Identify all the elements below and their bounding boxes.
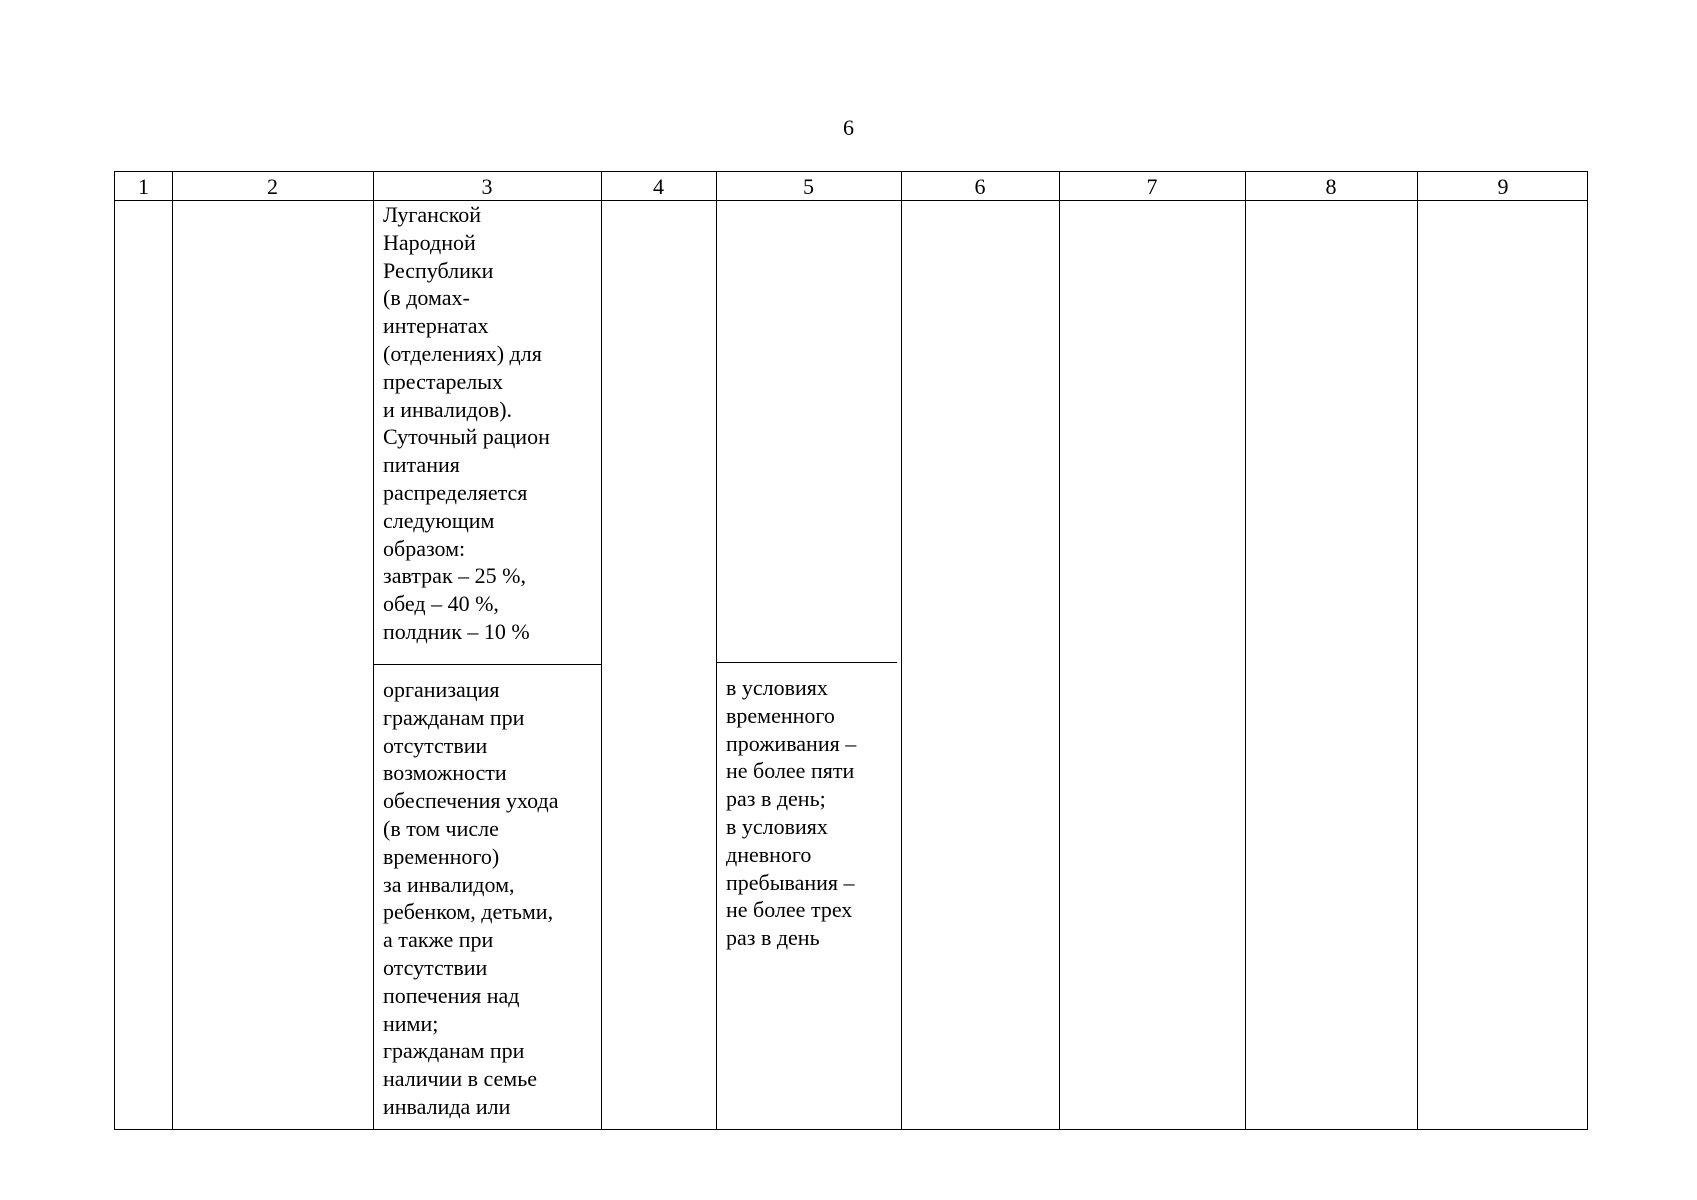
table-header-row [115,172,1587,201]
column-divider [901,172,902,1129]
row-separator-col3 [373,664,601,665]
column-divider [1245,172,1246,1129]
column-header-2: 2 [267,174,278,199]
column-header-6: 6 [974,174,986,199]
column-divider [601,172,602,1129]
column-divider [716,172,717,1129]
column-header-5: 5 [803,174,814,199]
column-header-1: 1 [138,174,149,199]
row2-col3-text: организация гражданам при отсутствии возможности обеспечения ухода (в том числе временного) за инвалидом, ребенком, детьми, а также при отсутствии попечения над ними; гражданам при наличии в семье инвалида или [383,677,559,1119]
services-table [114,171,1588,1130]
column-header-4: 4 [653,174,664,199]
row1-col3-text: Луганской Народной Республики (в домах- интернатах (отделениях) для престарелых и инвалидов). Суточный рацион питания распределяется следующим образом: завтрак – 25 %, обед – 40 %, полдник – 10 % [383,202,550,644]
row2-col5-text: в условиях временного проживания – не более пяти раз в день; в условиях дневного пребывания – не более трех раз в день [726,675,857,951]
column-divider [172,172,173,1129]
column-header-3: 3 [481,174,493,199]
column-divider [373,172,374,1129]
column-divider [1059,172,1060,1129]
column-header-9: 9 [1497,174,1509,199]
column-header-8: 8 [1325,174,1337,199]
page-number: 6 [843,115,854,140]
column-divider [1417,172,1418,1129]
column-header-7: 7 [1146,174,1158,199]
row-separator-col5 [716,662,897,663]
